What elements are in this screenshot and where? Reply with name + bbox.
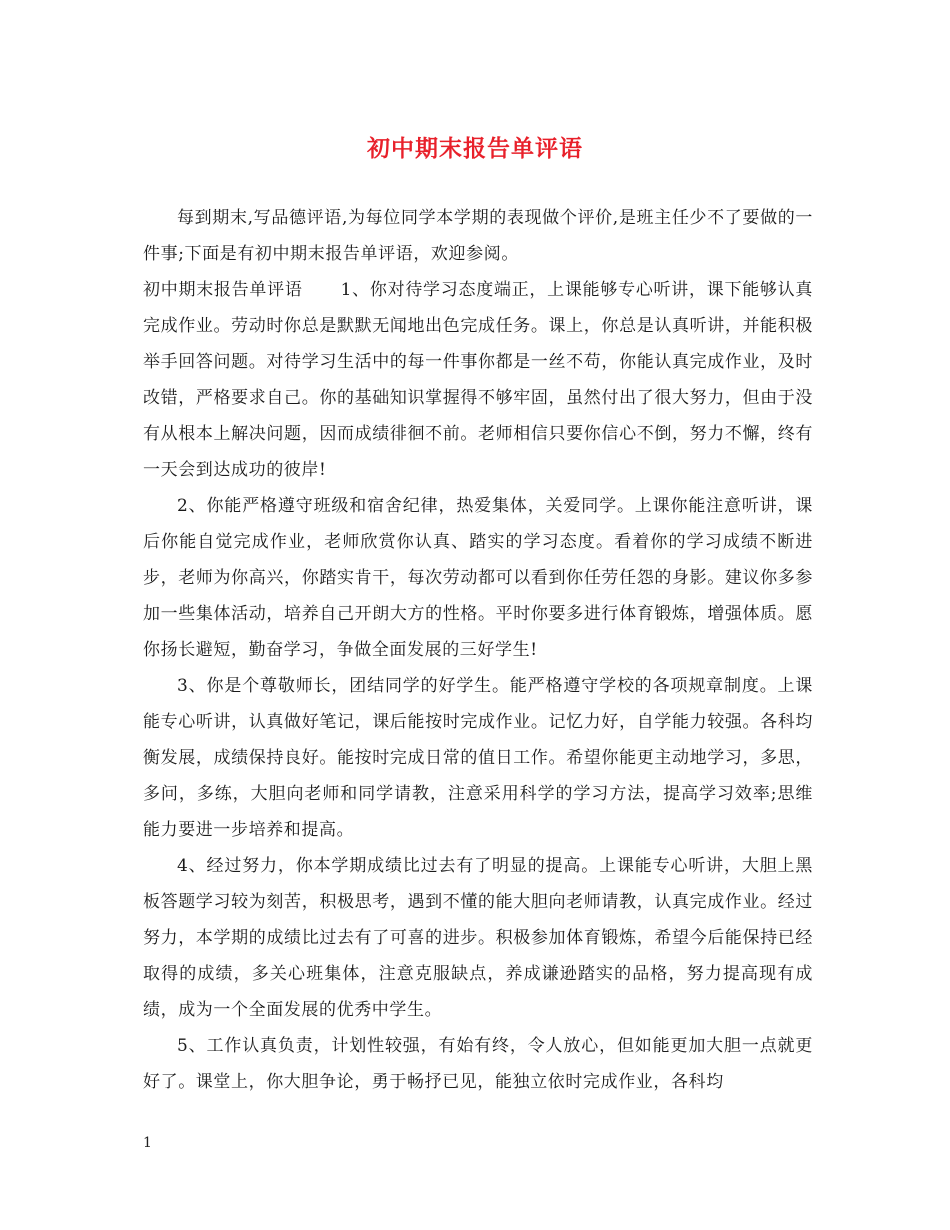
document-body: [143, 200, 813, 1100]
comment-paragraph-2: 2、你能严格遵守班级和宿舍纪律，热爱集体，关爱同学。上课你能注意听讲，课后你能自觉完成作业，老师欣赏你认真、踏实的学习态度。看着你的学习成绩不断进步，老师为你高兴，你踏实肯干，每次劳动都可以看到你任劳任怨的身影。建议你多参加一些集体活动，培养自己开朗大方的性格。平时你要多进行体育锻炼，增强体质。愿你扬长避短，勤奋学习，争做全面发展的三好学生!: [143, 496, 813, 660]
section-label: 初中期末报告单评语: [143, 280, 303, 300]
comment-text-1: 1、你对待学习态度端正，上课能够专心听讲，课下能够认真完成作业。劳动时你总是默默无闻地出色完成任务。课上，你总是认真听讲，并能积极举手回答问题。对待学习生活中的每一件事你都是一丝不苟，你能认真完成作业，及时改错，严格要求自己。你的基础知识掌握得不够牢固，虽然付出了很大努力，但由于没有从根本上解决问题，因而成绩徘徊不前。老师相信只要你信心不倒，努力不懈，终有一天会到达成功的彼岸!: [143, 280, 813, 480]
intro-paragraph: 每到期末,写品德评语,为每位同学本学期的表现做个评价,是班主任少不了要做的一件事;下面是有初中期末报告单评语，欢迎参阅。: [143, 208, 813, 264]
comment-paragraph-4: 4、经过努力，你本学期成绩比过去有了明显的提高。上课能专心听讲，大胆上黑板答题学习较为刻苦，积极思考，遇到不懂的能大胆向老师请教，认真完成作业。经过努力，本学期的成绩比过去有了可喜的进步。积极参加体育锻炼，希望今后能保持已经取得的成绩，多关心班集体，注意克服缺点，养成谦逊踏实的品格，努力提高现有成绩，成为一个全面发展的优秀中学生。: [143, 856, 813, 1020]
comment-paragraph-1: [143, 272, 813, 488]
comment-paragraph-5: 5、工作认真负责，计划性较强，有始有终，令人放心，但如能更加大胆一点就更好了。课堂上，你大胆争论，勇于畅抒已见，能独立依时完成作业，各科均: [143, 1036, 813, 1092]
document-title: 初中期末报告单评语: [367, 135, 583, 162]
comment-paragraph-3: 3、你是个尊敬师长，团结同学的好学生。能严格遵守学校的各项规章制度。上课能专心听讲，认真做好笔记，课后能按时完成作业。记忆力好，自学能力较强。各科均衡发展，成绩保持良好。能按时完成日常的值日工作。希望你能更主动地学习，多思，多问，多练，大胆向老师和同学请教，注意采用科学的学习方法，提高学习效率;思维能力要进一步培养和提高。: [143, 676, 813, 840]
page-number: 1: [143, 1135, 152, 1151]
